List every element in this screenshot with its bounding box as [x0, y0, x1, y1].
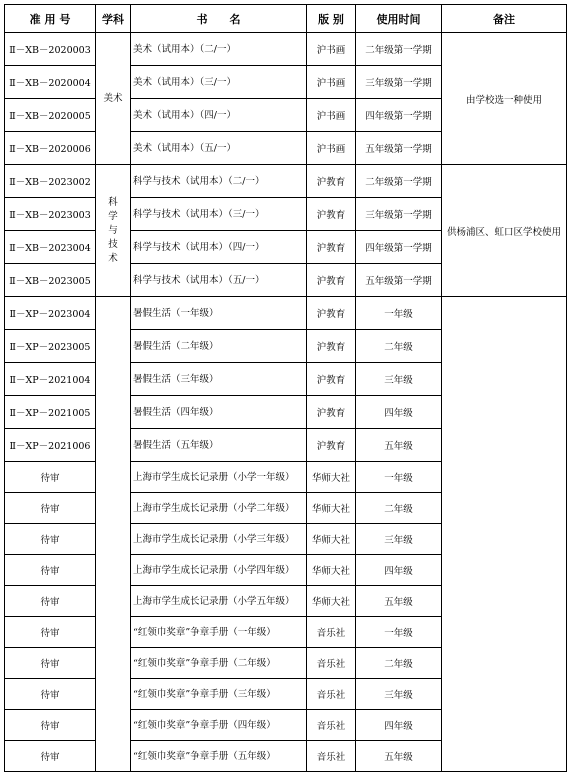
subject-science: [96, 165, 131, 297]
row-title: 科学与技术（试用本）（五/一）: [131, 264, 307, 297]
row-title: 科学与技术（试用本）（三/一）: [131, 198, 307, 231]
table-row: [5, 165, 567, 198]
row-code: 待审: [5, 741, 96, 772]
row-code: 待审: [5, 555, 96, 586]
row-time: 五年级第一学期: [356, 132, 442, 165]
row-code: 待审: [5, 617, 96, 648]
row-time: 二年级第一学期: [356, 165, 442, 198]
row-title: 上海市学生成长记录册（小学四年级）: [131, 555, 307, 586]
row-title: 科学与技术（试用本）（四/一）: [131, 231, 307, 264]
subject-art: 美术: [96, 33, 131, 165]
row-code: 待审: [5, 586, 96, 617]
row-publisher: 沪书画: [307, 99, 356, 132]
table-row: [5, 297, 567, 330]
row-publisher: 沪教育: [307, 396, 356, 429]
row-time: 二年级: [356, 648, 442, 679]
row-time: 三年级: [356, 524, 442, 555]
row-publisher: 沪教育: [307, 165, 356, 198]
row-publisher: 沪教育: [307, 198, 356, 231]
row-time: 四年级第一学期: [356, 99, 442, 132]
row-code: Ⅱ－XB－2023002: [5, 165, 96, 198]
note-empty: [442, 297, 567, 772]
row-code: 待审: [5, 679, 96, 710]
row-title: 暑假生活（二年级）: [131, 330, 307, 363]
row-time: 三年级: [356, 363, 442, 396]
row-time: 五年级: [356, 429, 442, 462]
row-publisher: 沪书画: [307, 132, 356, 165]
row-time: 五年级第一学期: [356, 264, 442, 297]
row-code: 待审: [5, 648, 96, 679]
header-subject: 学科: [96, 5, 131, 33]
row-publisher: 沪教育: [307, 363, 356, 396]
row-title: 美术（试用本）（五/一）: [131, 132, 307, 165]
row-publisher: 音乐社: [307, 617, 356, 648]
row-code: Ⅱ－XB－2020006: [5, 132, 96, 165]
row-time: 四年级第一学期: [356, 231, 442, 264]
row-publisher: 华师大社: [307, 555, 356, 586]
row-publisher: 沪教育: [307, 330, 356, 363]
row-publisher: 沪书画: [307, 33, 356, 66]
row-title: “红领巾奖章”争章手册（五年级）: [131, 741, 307, 772]
row-publisher: 华师大社: [307, 462, 356, 493]
row-code: Ⅱ－XB－2020005: [5, 99, 96, 132]
row-title: 上海市学生成长记录册（小学二年级）: [131, 493, 307, 524]
note-science: 供杨浦区、虹口区学校使用: [442, 165, 567, 297]
row-title: 暑假生活（一年级）: [131, 297, 307, 330]
row-time: 五年级: [356, 586, 442, 617]
row-code: 待审: [5, 493, 96, 524]
header-time: 使用时间: [356, 5, 442, 33]
header-code: 准 用 号: [5, 5, 96, 33]
row-title: 暑假生活（三年级）: [131, 363, 307, 396]
row-publisher: 沪教育: [307, 264, 356, 297]
row-time: 三年级: [356, 679, 442, 710]
row-publisher: 音乐社: [307, 648, 356, 679]
row-title: 科学与技术（试用本）（二/一）: [131, 165, 307, 198]
row-publisher: 沪教育: [307, 297, 356, 330]
row-publisher: 音乐社: [307, 741, 356, 772]
row-title: 暑假生活（五年级）: [131, 429, 307, 462]
row-code: Ⅱ－XB－2023005: [5, 264, 96, 297]
row-title: 上海市学生成长记录册（小学三年级）: [131, 524, 307, 555]
row-time: 四年级: [356, 710, 442, 741]
row-code: Ⅱ－XB－2023004: [5, 231, 96, 264]
row-title: 美术（试用本）（二/一）: [131, 33, 307, 66]
row-time: 一年级: [356, 297, 442, 330]
row-time: 一年级: [356, 617, 442, 648]
table-header-row: [5, 5, 567, 33]
row-time: 三年级第一学期: [356, 198, 442, 231]
row-code: Ⅱ－XB－2023003: [5, 198, 96, 231]
row-time: 二年级: [356, 330, 442, 363]
row-time: 一年级: [356, 462, 442, 493]
row-time: 二年级第一学期: [356, 33, 442, 66]
row-publisher: 沪书画: [307, 66, 356, 99]
row-title: 美术（试用本）（四/一）: [131, 99, 307, 132]
row-code: Ⅱ－XP－2023004: [5, 297, 96, 330]
textbook-table: [4, 4, 567, 772]
row-publisher: 音乐社: [307, 679, 356, 710]
header-note: 备注: [442, 5, 567, 33]
row-publisher: 沪教育: [307, 231, 356, 264]
row-code: Ⅱ－XP－2021006: [5, 429, 96, 462]
row-title: “红领巾奖章”争章手册（二年级）: [131, 648, 307, 679]
row-title: 上海市学生成长记录册（小学一年级）: [131, 462, 307, 493]
row-code: Ⅱ－XB－2020004: [5, 66, 96, 99]
row-publisher: 华师大社: [307, 524, 356, 555]
row-time: 四年级: [356, 555, 442, 586]
row-publisher: 华师大社: [307, 493, 356, 524]
row-title: “红领巾奖章”争章手册（四年级）: [131, 710, 307, 741]
header-publisher: 版 别: [307, 5, 356, 33]
row-time: 二年级: [356, 493, 442, 524]
row-time: 三年级第一学期: [356, 66, 442, 99]
row-title: 暑假生活（四年级）: [131, 396, 307, 429]
row-code: 待审: [5, 710, 96, 741]
table-row: [5, 33, 567, 66]
row-title: 美术（试用本）（三/一）: [131, 66, 307, 99]
row-code: Ⅱ－XB－2020003: [5, 33, 96, 66]
subject-empty: [96, 297, 131, 772]
row-code: 待审: [5, 462, 96, 493]
row-title: “红领巾奖章”争章手册（一年级）: [131, 617, 307, 648]
row-title: “红领巾奖章”争章手册（三年级）: [131, 679, 307, 710]
row-publisher: 华师大社: [307, 586, 356, 617]
row-publisher: 音乐社: [307, 710, 356, 741]
row-code: Ⅱ－XP－2021005: [5, 396, 96, 429]
row-time: 四年级: [356, 396, 442, 429]
note-art: 由学校选一种使用: [442, 33, 567, 165]
row-code: Ⅱ－XP－2021004: [5, 363, 96, 396]
row-code: Ⅱ－XP－2023005: [5, 330, 96, 363]
row-title: 上海市学生成长记录册（小学五年级）: [131, 586, 307, 617]
row-code: 待审: [5, 524, 96, 555]
row-publisher: 沪教育: [307, 429, 356, 462]
row-time: 五年级: [356, 741, 442, 772]
header-title: 书 名: [131, 5, 307, 33]
subject-science-label: 科学与技术: [108, 196, 118, 264]
